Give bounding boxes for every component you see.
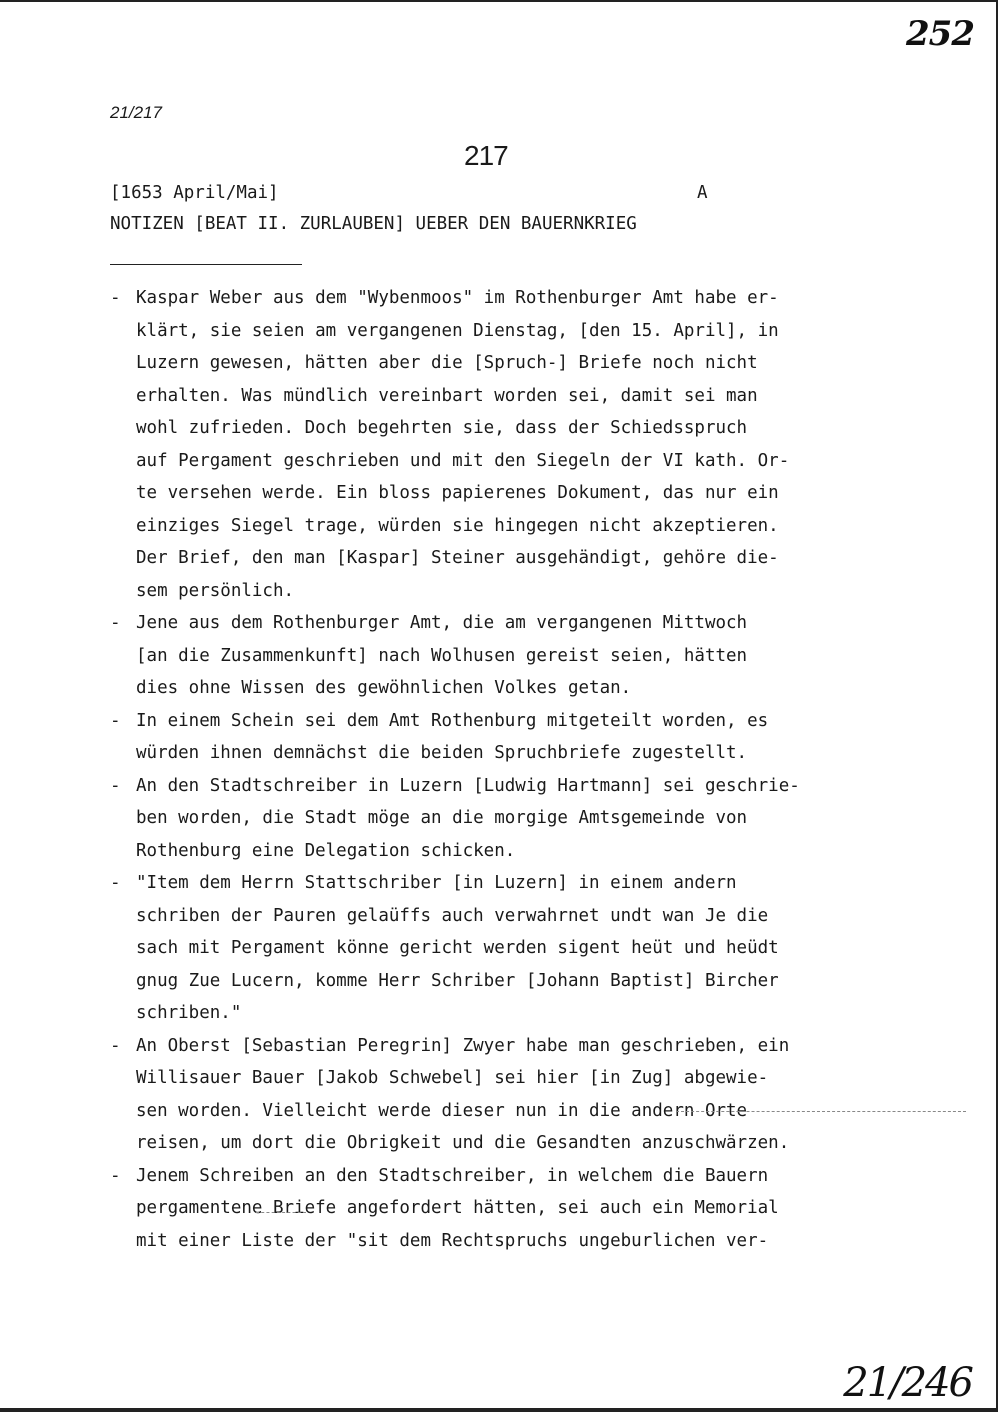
- note-item: [0, 1030, 871, 1160]
- note-text-line: ben worden, die Stadt möge an die morgige Amtsgemeinde von: [136, 808, 748, 828]
- note-item: [0, 770, 871, 868]
- note-text-line: Jenem Schreiben an den Stadtschreiber, in welchem die Bauern: [136, 1165, 769, 1186]
- note-item: [0, 1160, 871, 1258]
- note-text-line: In einem Schein sei dem Amt Rothenburg mitgeteilt worden, es: [136, 710, 769, 731]
- note-item: [0, 867, 871, 1030]
- note-item: [0, 282, 871, 607]
- note-text-line: Jene aus dem Rothenburger Amt, die am vergangenen Mittwoch: [136, 613, 748, 633]
- note-bullet-dash: -: [110, 288, 121, 308]
- note-text-line: erhalten. Was mündlich vereinbart worden sei, damit sei man: [136, 385, 758, 406]
- document-number: 217: [464, 140, 508, 171]
- note-text-line: klärt, sie seien am vergangenen Dienstag, [den 15. April], in: [136, 320, 779, 341]
- note-text-line: wohl zufrieden. Doch begehrten sie, dass der Schiedsspruch: [136, 418, 748, 438]
- note-text-line: An den Stadtschreiber in Luzern [Ludwig Hartmann] sei geschrie-: [136, 775, 800, 796]
- note-bullet-dash: -: [110, 1165, 121, 1186]
- note-text-line: einziges Siegel trage, würden sie hingegen nicht akzeptieren.: [136, 515, 779, 536]
- note-text-line: würden ihnen demnächst die beiden Spruchbriefe zugestellt.: [136, 743, 748, 763]
- scan-artifact-line: [676, 1111, 966, 1112]
- note-text-line: "Item dem Herrn Stattschriber [in Luzern] in einem andern: [136, 873, 737, 893]
- archive-stamp-top: 252: [906, 14, 974, 54]
- document-type-letter: A: [697, 183, 708, 203]
- note-item: [0, 705, 871, 770]
- document-title: NOTIZEN [BEAT II. ZURLAUBEN] UEBER DEN BAUERNKRIEG: [110, 214, 637, 234]
- note-bullet-dash: -: [110, 873, 121, 893]
- scan-artifact-line: [256, 1212, 306, 1213]
- note-text-line: auf Pergament geschrieben und mit den Siegeln der VI kath. Or-: [136, 450, 790, 471]
- note-bullet-dash: -: [110, 613, 121, 633]
- note-bullet-dash: -: [110, 775, 121, 796]
- note-text-line: Kaspar Weber aus dem "Wybenmoos" im Rothenburger Amt habe er-: [136, 288, 779, 308]
- note-text-line: Willisauer Bauer [Jakob Schwebel] sei hier [in Zug] abgewie-: [136, 1068, 769, 1088]
- note-text-line: te versehen werde. Ein bloss papierenes Dokument, das nur ein: [136, 483, 779, 503]
- reference-number: 21/217: [110, 103, 162, 122]
- note-text-line: [an die Zusammenkunft] nach Wolhusen gereist seien, hätten: [136, 645, 748, 666]
- note-bullet-dash: -: [110, 710, 121, 731]
- note-text-line: sach mit Pergament könne gericht werden sigent heüt und heüdt: [136, 938, 779, 958]
- document-date: [1653 April/Mai]: [110, 183, 279, 203]
- note-item: [0, 607, 871, 705]
- note-text-line: sen worden. Vielleicht werde dieser nun in die andern Orte: [136, 1100, 748, 1121]
- note-text-line: schriben.": [136, 1003, 242, 1023]
- note-text-line: Luzern gewesen, hätten aber die [Spruch-] Briefe noch nicht: [136, 353, 758, 373]
- note-text-line: mit einer Liste der "sit dem Rechtspruchs ungeburlichen ver-: [136, 1230, 769, 1251]
- note-text-line: sem persönlich.: [136, 580, 295, 601]
- note-text-line: Rothenburg eine Delegation schicken.: [136, 840, 516, 861]
- note-text-line: schriben der Pauren gelaüffs auch verwahrnet undt wan Je die: [136, 905, 769, 926]
- note-text-line: dies ohne Wissen des gewöhnlichen Volkes getan.: [136, 678, 632, 698]
- note-text-line: Der Brief, den man [Kaspar] Steiner ausgehändigt, gehöre die-: [136, 548, 779, 568]
- archive-stamp-bottom: 21/246: [843, 1360, 972, 1406]
- note-text-line: An Oberst [Sebastian Peregrin] Zwyer habe man geschrieben, ein: [136, 1035, 790, 1056]
- note-bullet-dash: -: [110, 1035, 121, 1056]
- note-text-line: gnug Zue Lucern, komme Herr Schriber [Johann Baptist] Bircher: [136, 970, 779, 991]
- note-text-line: pergamentene Briefe angefordert hätten, sei auch ein Memorial: [136, 1198, 779, 1218]
- note-text-line: reisen, um dort die Obrigkeit und die Gesandten anzuschwärzen.: [136, 1133, 790, 1153]
- title-rule: [110, 264, 302, 265]
